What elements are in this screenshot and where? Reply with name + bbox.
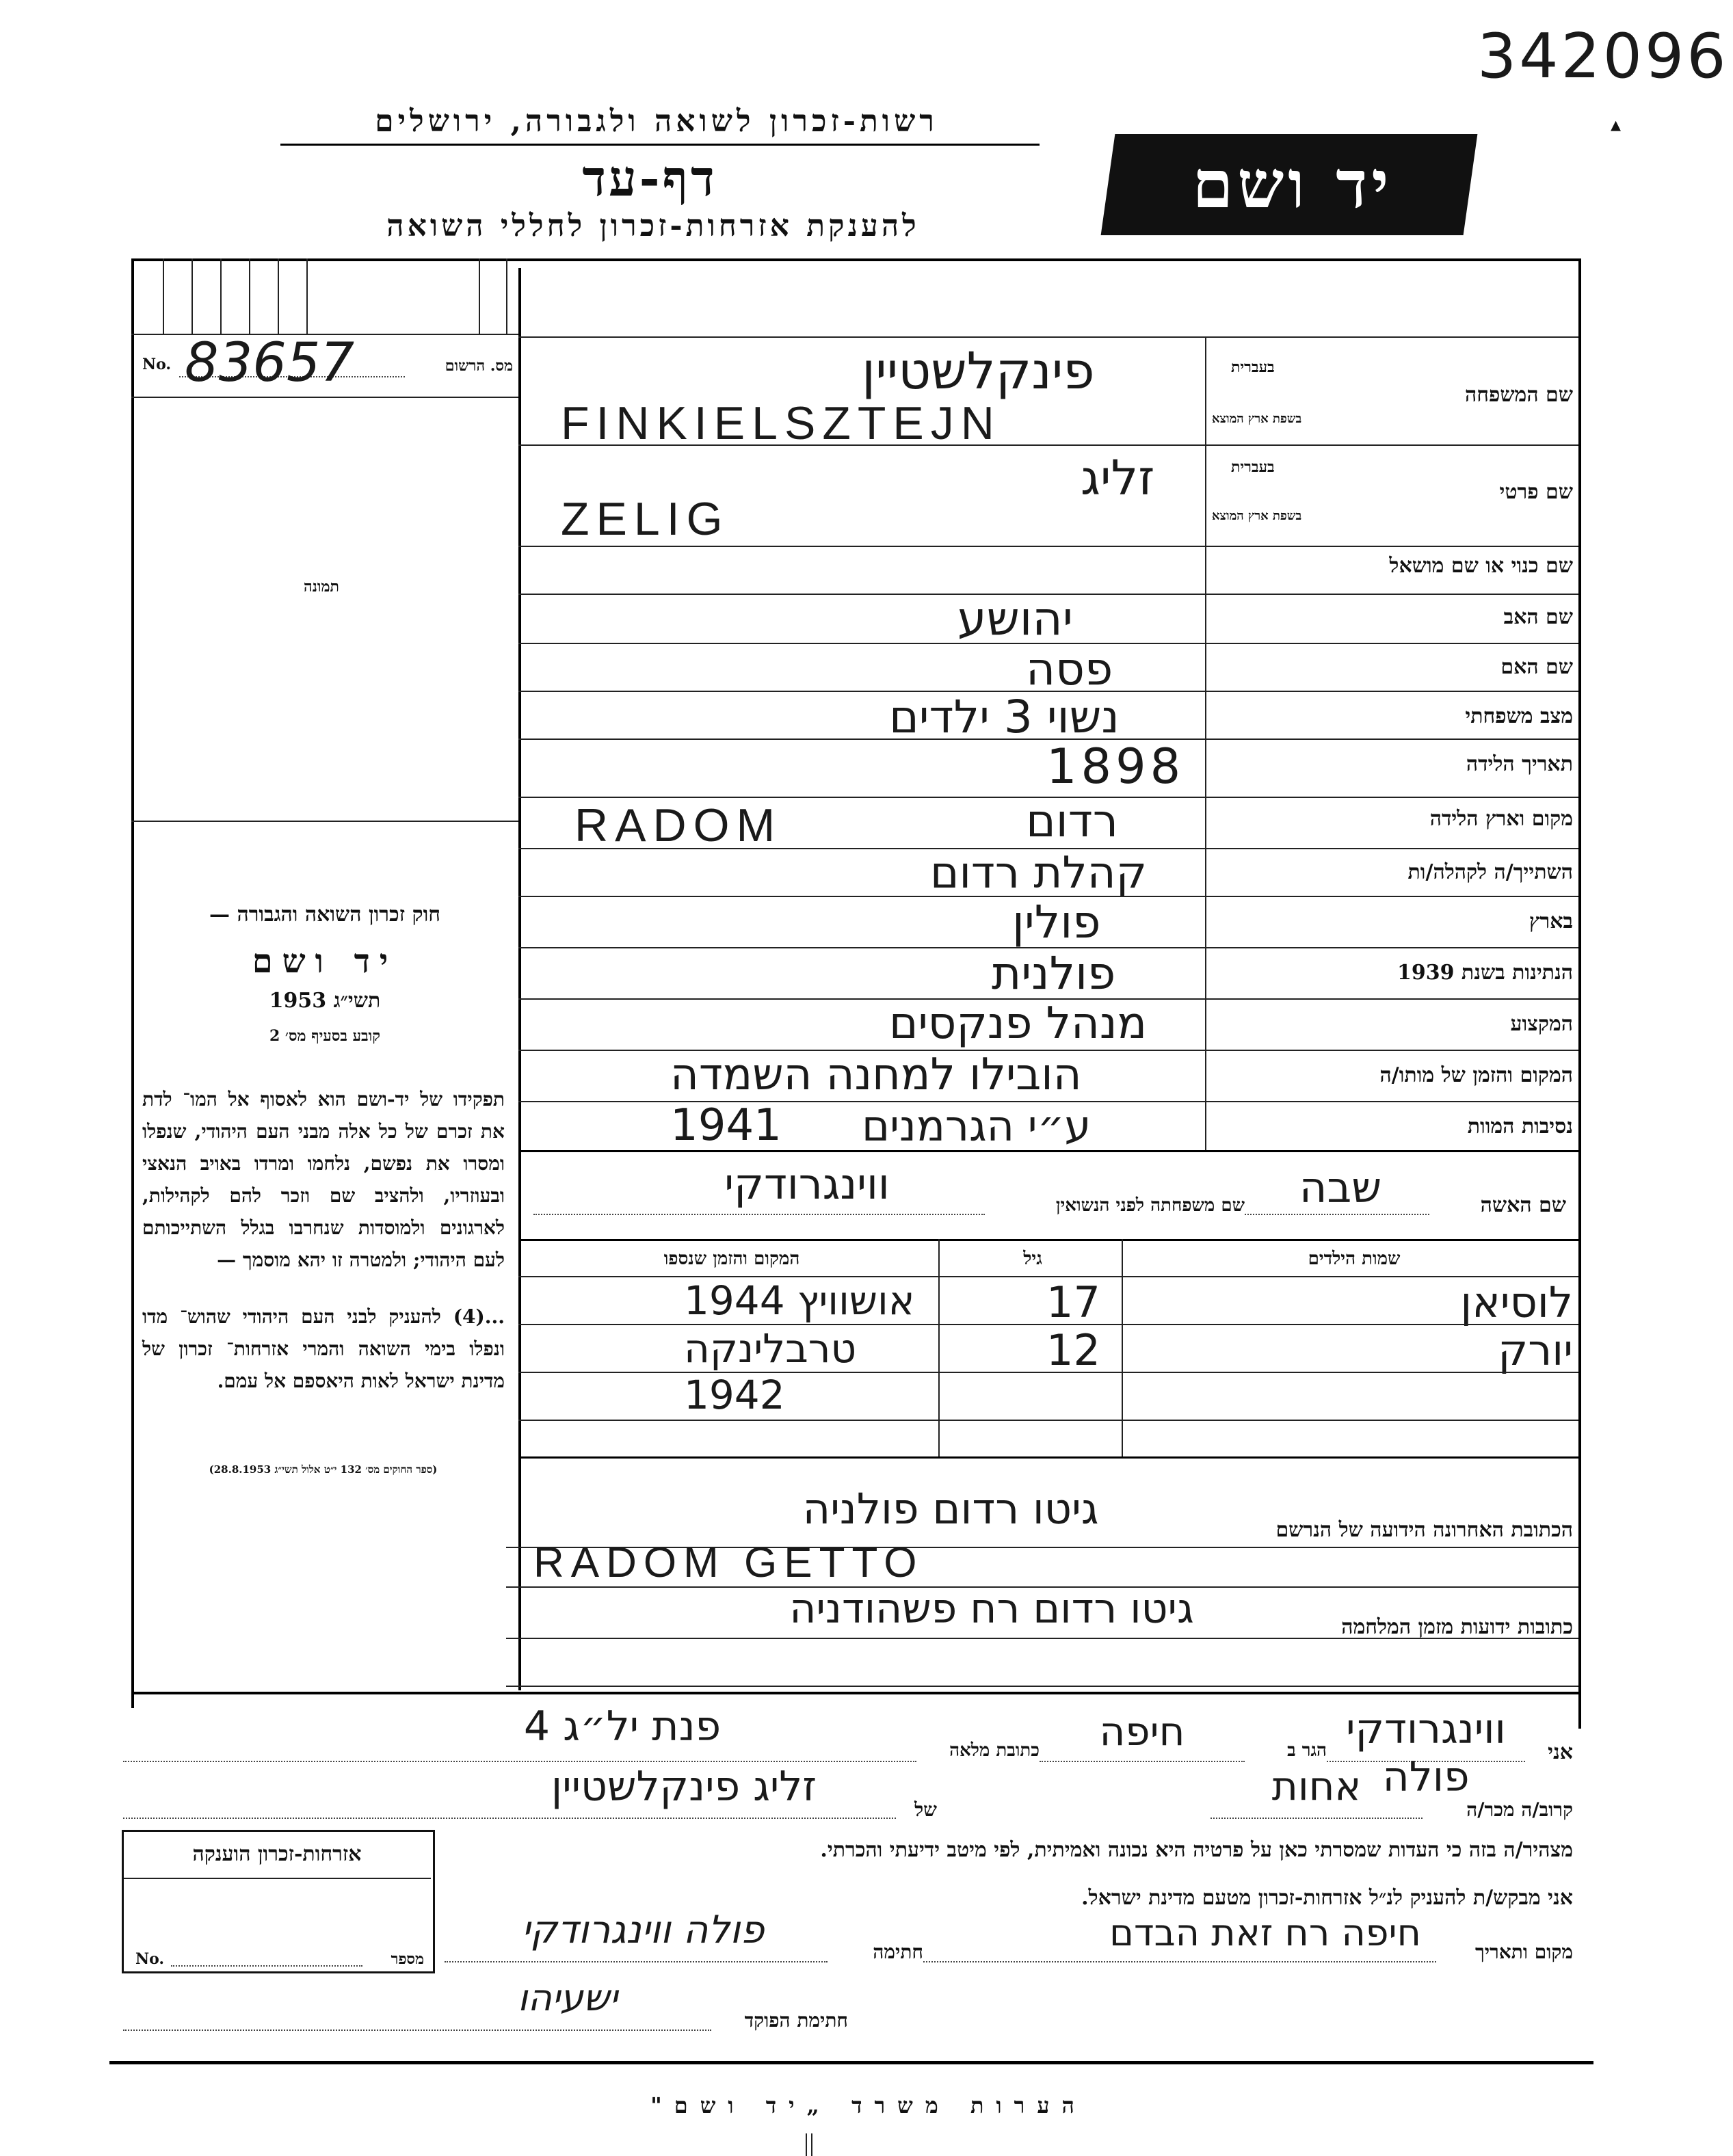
footer-note: הערות משרד „יד ושם" <box>650 2092 1087 2118</box>
photo-label: תמונה <box>304 578 339 596</box>
form-title: דף-עד <box>582 149 717 207</box>
registration-label: מס. הרשום <box>445 357 513 375</box>
community-label: השתייך/ה לקהלה/ות <box>1407 860 1573 884</box>
child-1-age: 17 <box>1046 1277 1100 1327</box>
death-circumstances-value: ע״י הגרמנים <box>862 1101 1092 1151</box>
mark-icon: ▴ <box>1611 113 1622 137</box>
law-title: חוק זכרון השואה והגבורה — <box>209 903 440 927</box>
first-sub-hebrew: בעברית <box>1231 458 1275 476</box>
relation-value: אחות <box>1271 1763 1362 1809</box>
law-clause: קובע בסעיף מס׳ 2 <box>269 1027 381 1045</box>
last-address-hebrew: גיטו רדום פולניה <box>802 1484 1099 1534</box>
archive-number: 342096 <box>1477 21 1729 92</box>
law-source: (ספר החוקים מס׳ 132 י״ט אלול תשי״ג 28.8.1953) <box>209 1463 438 1476</box>
country-label: בארץ <box>1529 909 1573 933</box>
of-name: זליג פינקלשטיין <box>551 1763 817 1811</box>
community-value: קהלת רדום <box>930 848 1147 899</box>
birth-date-value: 1898 <box>1046 738 1185 795</box>
father-name-label: שם האב <box>1503 605 1573 629</box>
citizenship-number-label: מספר <box>391 1950 424 1968</box>
citizenship-no-label: No. <box>135 1950 165 1968</box>
statement-2: אני מבקש/ת להעניק לנ״ל אזרחות-זכרון מטעם מדינת ישראל. <box>1081 1886 1573 1910</box>
law-text-1: תפקידו של יד-ושם הוא לאסוף אל המו־ לדת את זכרם של כל אלה מבני העם היהודי, שנפלו ומסרו את נפשם, נלחמו ומרדו באויב הנאצי ובעוזריו, ולהציב שם וזכר להם לקהילות, לארגונים ולמוסדות שנחרבו בגלל השתייכותם לעם היהודי; ולמטרה זו יהא מוסמך — <box>142 1088 505 1271</box>
last-address-label: הכתובת האחרונה הידועה של הנרשם <box>1275 1518 1573 1542</box>
child-2-age: 12 <box>1046 1325 1100 1375</box>
birth-place-latin: RADOM <box>574 799 782 851</box>
first-name-latin: ZELIG <box>561 493 730 545</box>
death-circumstances-label: נסיבות המוות <box>1467 1115 1573 1139</box>
birth-place-label: מקום וארץ הלידה <box>1429 807 1573 831</box>
authority-title: רשות-זכרון לשואה ולגבורה, ירושלים <box>375 104 938 139</box>
statement-1: מצהיר/ה בזה כי העדות שמסרתי כאן על פרטיה היא נכונה ואמיתית, לפי מיטב ידיעתי והכרתי. <box>820 1838 1573 1862</box>
death-place-label: המקום והזמן של מותו/ה <box>1379 1063 1573 1087</box>
occupation-label: המקצוע <box>1510 1012 1573 1036</box>
nickname-label: שם כנוי או שם מושאל <box>1389 554 1573 578</box>
first-name-hebrew: זליג <box>1081 450 1155 506</box>
wife-maiden-value: ווינגרודקי <box>724 1159 890 1209</box>
father-name-value: יהושע <box>957 592 1073 646</box>
first-sub-origin: בשפת ארץ המוצא <box>1212 509 1302 523</box>
place-date-label: מקום ותאריך <box>1474 1941 1573 1963</box>
birth-date-label: תאריך הלידה <box>1466 752 1573 776</box>
officer-signature: ישעיהו <box>517 1976 618 2019</box>
mother-name-value: פסה <box>1026 643 1113 695</box>
mother-name-label: שם האם <box>1500 655 1573 679</box>
family-name-label: שם המשפחה <box>1464 383 1573 407</box>
marital-value: נשוי 3 ילדים <box>889 691 1120 743</box>
family-name-hebrew: פינקלשטיין <box>862 342 1095 401</box>
logo-text: יד ושם <box>1192 146 1393 223</box>
declarant-city: חיפה <box>1099 1708 1185 1755</box>
full-address-value: פנת יל״ג 4 <box>523 1703 722 1751</box>
first-name-label: שם פרטי <box>1499 480 1573 504</box>
occupation-value: מנהל פנקסים <box>889 998 1147 1049</box>
declarant-signature: פולה ווינגרודקי <box>521 1908 765 1952</box>
law-year: תשי״ג 1953 <box>269 989 381 1013</box>
relation-label: קרוב/ה מכר/ה <box>1466 1798 1573 1821</box>
family-sub-hebrew: בעברית <box>1231 358 1275 376</box>
marital-label: מצב משפחתי <box>1465 704 1573 728</box>
children-header-age: גיל <box>1023 1249 1042 1269</box>
declarant-resides: הגר ב <box>1287 1740 1327 1761</box>
death-place-value: הובילו למחנה השמדה 1941 <box>670 1050 1082 1151</box>
child-2-name: יורק <box>1498 1325 1573 1375</box>
full-address-label: כתובת מלאה <box>949 1740 1040 1761</box>
law-name: יד ושם <box>252 942 398 981</box>
officer-signature-label: חתימת הפוקד <box>744 2009 848 2032</box>
form-subtitle: להענקת אזרחות-זכרון לחללי השואה <box>386 209 920 243</box>
child-1-place: אושוויץ 1944 <box>684 1277 915 1324</box>
war-address-value: גיטו רדום רח פשהודניה <box>789 1585 1194 1633</box>
country-value: פולין <box>1012 896 1101 948</box>
registration-number: 83657 <box>185 332 355 394</box>
last-address-latin: RADOM GETTO <box>533 1539 924 1586</box>
place-date-value: חיפה רח זאת הבדם <box>1109 1911 1421 1954</box>
wife-maiden-label: שם משפחתה לפני הנשואין <box>1055 1195 1245 1216</box>
declarant-name: ווינגרודקי פולה <box>1346 1705 1506 1801</box>
children-header-place: המקום והזמן שנספו <box>663 1249 800 1269</box>
child-1-name: לוסיאן <box>1460 1277 1573 1327</box>
law-text-2: ...(4) להעניק לבני העם היהודי שהוש־ מדו ונפלו בימי השואה והמרי אזרחות־ זכרון של מדינת ישראל לאות היאספם אל עמם. <box>142 1305 505 1392</box>
nationality-value: פולנית <box>992 947 1116 1000</box>
war-address-label: כתובות ידועות מזמן המלחמה <box>1341 1615 1573 1639</box>
wife-value: שבה <box>1299 1162 1382 1212</box>
of-label: של <box>914 1798 937 1821</box>
registration-no-label: No. <box>142 356 172 373</box>
child-2-place: טרבלינקה 1942 <box>684 1325 857 1418</box>
declarant-ani: אני <box>1548 1740 1573 1764</box>
citizenship-title: אזרחות-זכרון הוענקה <box>192 1842 362 1866</box>
nationality-label: הנתינות בשנת 1939 <box>1397 961 1573 985</box>
signature-label: חתימה <box>873 1941 923 1963</box>
family-sub-origin: בשפת ארץ המוצא <box>1212 412 1302 426</box>
birth-place-hebrew: רדום <box>1026 795 1119 847</box>
family-name-latin: FINKIELSZTEJN <box>561 397 1001 449</box>
children-header-names: שמות הילדים <box>1308 1249 1401 1269</box>
wife-label: שם האשה <box>1480 1193 1566 1217</box>
